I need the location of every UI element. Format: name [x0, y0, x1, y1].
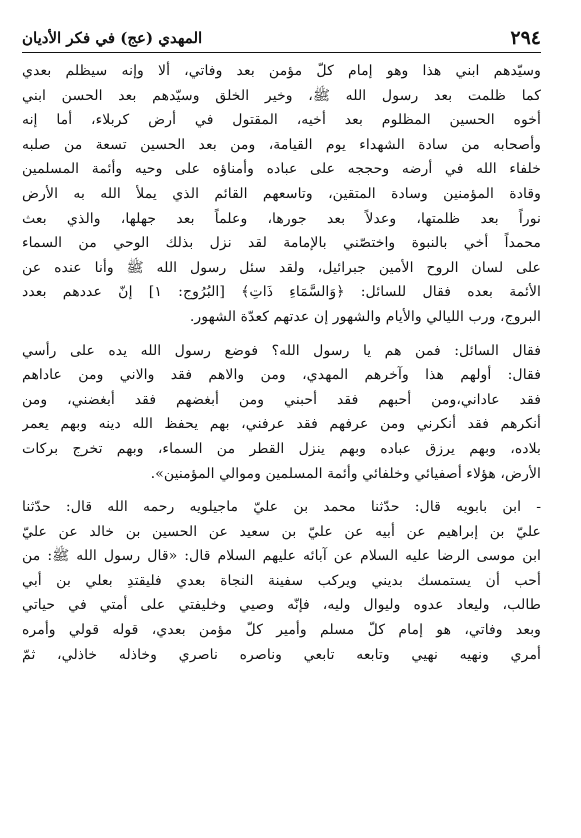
text-line: أحب أن يستمسك بديني ويركب سفينة النجاة بعدي فليقتدِ بعلي بن أبي: [22, 572, 541, 589]
paragraph-3: [22, 495, 541, 667]
paragraph-2: [22, 339, 541, 487]
text-line: الأئمة بعده فقال للسائل: ﴿وَالسَّمَاءِ ذَاتِ﴾ [البُرُوج: ١] إنّ عددهم بعدد: [22, 284, 541, 301]
text-line: - ابن بابويه قال: حدّثنا محمد بن عليّ ماجيلويه رحمه الله قال: حدّثنا: [22, 499, 541, 516]
paragraph-gap: [22, 330, 541, 339]
text-line: بلاده، وبهم يرزق عباده وبهم ينزل القطر من السماء، وبهم تخرج بركات: [22, 440, 541, 457]
text-line: محمداً أخي بالنبوة واختصّني بالإمامة لقد نزل بذلك الوحي من السماء: [22, 235, 541, 252]
text-line: البروج، ورب الليالي والأيام والشهور إن عدتهم كعدّة الشهور.: [189, 308, 541, 325]
text-line: فقال السائل: فمن هم يا رسول الله؟ فوضع رسول الله يده على رأسي: [22, 342, 541, 359]
page-header: [22, 22, 541, 53]
text-line: عليّ بن إبراهيم عن أبيه عن عليّ بن سعيد عن الحسين بن خالد عن عليّ: [22, 523, 541, 540]
text-line: وأصحابه من سادة الشهداء يوم القيامة، ومن بعد الحسين تسعة من صلبه: [22, 136, 541, 153]
text-line: أمري ونهيه نهيي وتابعه تابعي وناصره ناصري وخاذله خاذلي، ثمّ: [22, 646, 541, 663]
text-line: وقادة المؤمنين وسادة المتقين، وتاسعهم القائم الذي يملأ الله به الأرض: [22, 185, 541, 202]
paragraph-1: [22, 59, 541, 330]
text-line: طالب، وليعاد عدوه وليوال وليه، فإنّه وصيي وخليفتي على أمتي في حياتي: [22, 597, 541, 614]
text-line: نوراً بعد ظلمتها، وعدلاً بعد جورها، وعلماً بعد جهلها، والذي بعث: [22, 210, 541, 227]
running-title: المهدي (عج) في فكر الأديان: [22, 29, 203, 47]
paragraph-gap: [22, 486, 541, 495]
text-line: أخوه الحسين المظلوم بعد أخيه، المقتول في أرض كربلاء، أما إنه: [22, 112, 541, 129]
text-line: الأرض، هؤلاء أصفيائي وخلفائي وأئمة المسلمين وموالي المؤمنين».: [150, 465, 541, 482]
text-line: فقال: أولهم هذا وآخرهم المهدي، ومن والاهم فقد والاني ومن عاداهم: [22, 367, 541, 384]
text-line: ابن موسى الرضا عليه السلام عن آبائه عليهم السلام قال: «قال رسول الله ﷺ: من: [22, 548, 541, 565]
page-body: [22, 59, 541, 667]
text-line: على لسان الروح الأمين جبرائيل، ولقد سئل رسول الله ﷺ وأنا عنده عن: [22, 259, 541, 276]
text-line: خلفاء الله في أرضه وحججه على عباده وأمناؤه على وحيه وأئمة المسلمين: [22, 161, 541, 178]
text-line: كما ظلمت بعد رسول الله ﷺ، وخير الخلق وسيّدهم بعد الحسن ابني: [22, 87, 541, 104]
page-number: ٢٩٤: [510, 27, 541, 49]
text-line: وسيّدهم ابني هذا وهو إمام كلّ مؤمن بعد وفاتي، ألا وإنه سيظلم بعدي: [22, 63, 541, 79]
text-line: أنكرهم فقد أنكرني ومن عرفهم فقد عرفني، بهم يحفظ الله دينه وبهم يعمر: [22, 416, 541, 433]
text-line: وبعد وفاتي، هو إمام كلّ مسلم وأمير كلّ مؤمن بعدي، قوله قولي وأمره: [22, 622, 541, 639]
text-line: فقد عاداني،ومن أحبهم فقد أحبني ومن أبغضهم فقد أبغضني، ومن: [22, 391, 541, 408]
